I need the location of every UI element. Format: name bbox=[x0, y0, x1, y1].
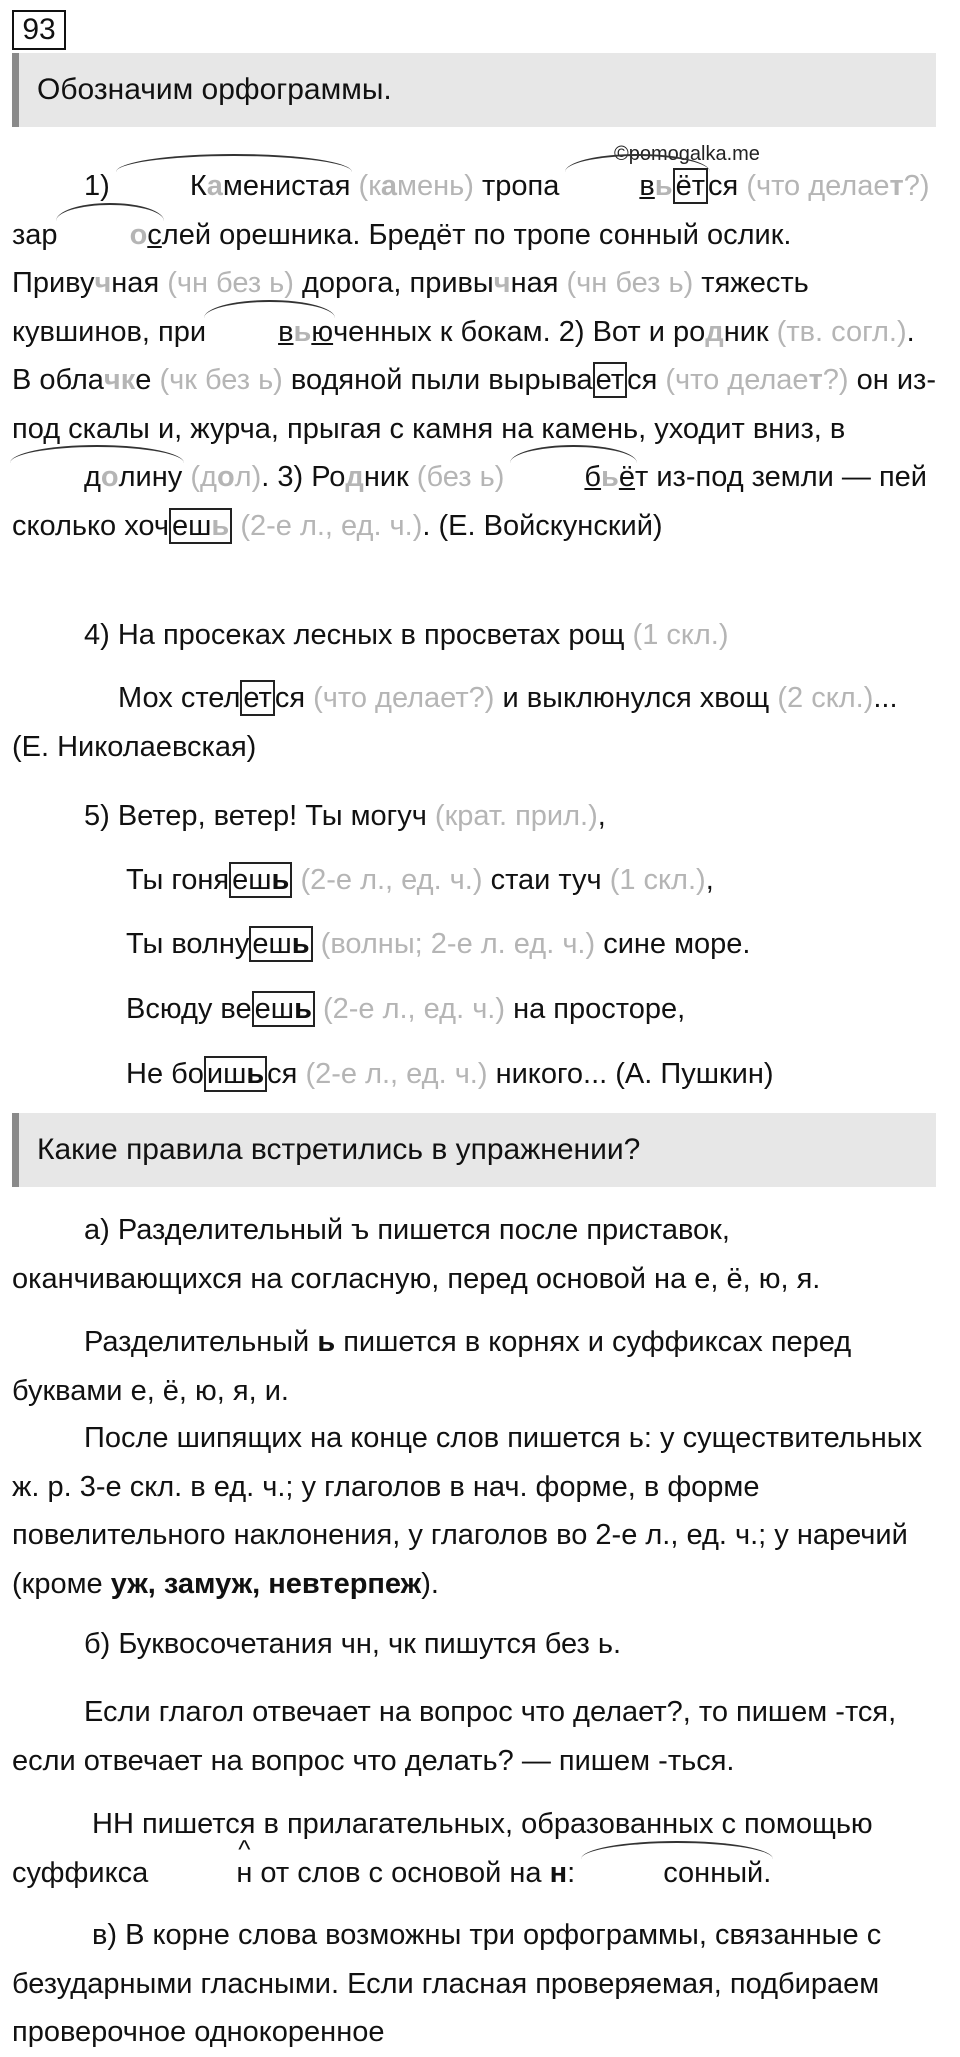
rule-a3-bold: уж, замуж, невтерпеж bbox=[110, 1567, 422, 1600]
poem-line-7b: сине море. bbox=[603, 928, 751, 960]
paragraph-text-1-3: 1) Каменистая (камень) тропа вь ёт ся (что делает?) зар ослей орешника. Бредёт по тропе сонный ослик. Привучная (чн без ь) дорога, привычная (чн без ь) тяжесть кувшинов, при вьюченных к бокам. 2) Вот и родник (тв. согл.). В облачке (чк без ь) водяной пыли вырыва ет ся (что делает?) он из-под скалы и, журча, прыгая с камня на камень, уходит вниз, в долину (дол). 3) Родник (без ь) бьёт из-под земли — пей сколько хоч ешь (2-е л., ед. ч.). (Е. Войскунский) bbox=[12, 162, 942, 550]
rule-b3: НН пишется в прилагательных, образованных с помощью суффикса ^ н от слов с основой на н: сонный. bbox=[12, 1800, 942, 1897]
poem-line-4b-c: и выклюнулся хвощ bbox=[502, 682, 770, 714]
poem-line-6b: стаи туч bbox=[490, 864, 602, 896]
rule-b2: Если глагол отвечает на вопрос что делает?, то пишем -тся, если отвечает на вопрос что делать? — пишем -ться. bbox=[12, 1696, 897, 1777]
rule-a2 bbox=[12, 1318, 942, 1415]
poem-line-7-text: Ты волну bbox=[126, 928, 250, 960]
rule-a1: а) Разделительный ъ пишется после приставок, оканчивающихся на согласную, перед основой на е, ё, ю, я. bbox=[12, 1214, 821, 1295]
watermark: ©pomogalka.me bbox=[614, 143, 760, 165]
hint-2l-a: (2-е л., ед. ч.) bbox=[300, 864, 483, 896]
poem-line-8: Всюду ве ешь (2-е л., ед. ч.) на просторе, bbox=[126, 993, 686, 1025]
poem-line-4-text: 4) На просеках лесных в просветах рощ bbox=[84, 619, 625, 651]
rule-v1: в) В корне слова возможны три орфограммы, связанные с безударными гласными. Если гласная проверяемая, подбираем проверочное однокоренное bbox=[12, 1919, 882, 2048]
rule-b3-pre: НН пишется в прилагательных, образованных с помощью суффикса bbox=[12, 1808, 873, 1889]
rule-a2-pre: Разделительный bbox=[84, 1326, 310, 1358]
rule-a3 bbox=[12, 1414, 942, 1608]
rule-a2-post: пишется в корнях и суффиксах перед буквами е, ё, ю, я, и. bbox=[12, 1326, 852, 1407]
hint-chto-delaet: (что делает?) bbox=[313, 682, 495, 714]
hint-1-skl-b: (1 скл.) bbox=[609, 864, 706, 896]
rule-a2-bold: ь bbox=[317, 1326, 336, 1358]
poem-line-4b-d: ... (Е. Николаевская) bbox=[12, 682, 898, 763]
poem-line-6: Ты гоня ешь (2-е л., ед. ч.) стаи туч (1 скл.), bbox=[126, 864, 714, 896]
hint-volny: (волны; 2-е л. ед. ч.) bbox=[320, 928, 596, 960]
rule-b3-example: сонный. bbox=[583, 1849, 771, 1898]
poem-line-4b: Мох стел ет ся (что делает?) и выклюнулся хвощ (2 скл.)... (Е. Николаевская) bbox=[12, 682, 898, 763]
poem-line-8-text: Всюду ве bbox=[126, 993, 252, 1025]
poem-line-6-text: Ты гоня bbox=[126, 864, 230, 896]
poem-line-9c: никого... (А. Пушкин) bbox=[495, 1058, 774, 1090]
poem-line-7: Ты волну ешь (волны; 2-е л. ед. ч.) сине море. bbox=[126, 928, 751, 960]
hint-1-skl: (1 скл.) bbox=[632, 619, 729, 651]
poem-line-8b: на просторе, bbox=[513, 993, 686, 1025]
section-heading-rules: Какие правила встретились в упражнении? bbox=[12, 1113, 936, 1187]
hint-2l-b: (2-е л., ед. ч.) bbox=[322, 993, 506, 1025]
rule-b3-suffix: ^ н bbox=[156, 1849, 252, 1898]
hint-2-skl: (2 скл.) bbox=[777, 682, 874, 714]
poem-line-9b: ся bbox=[267, 1058, 298, 1090]
rule-b3-mid: от слов с основой на bbox=[260, 1856, 542, 1889]
section-heading-orthograms: Обозначим орфограммы. bbox=[12, 53, 936, 127]
rule-a3-pre: После шипящих на конце слов пишется ь: у существительных ж. р. 3-е скл. в ед. ч.; у глаголов в нач. форме, в форме повелительного наклонения, у глаголов во 2-е л., ед. ч.; у наречий (кроме bbox=[12, 1422, 923, 1600]
rule-a3-post: ). bbox=[421, 1567, 439, 1600]
poem-line-5: 5) Ветер, ветер! Ты могуч (крат. прил.), bbox=[84, 800, 606, 832]
poem-line-9-text: Не бо bbox=[126, 1058, 204, 1090]
hint-krat-pril: (крат. прил.) bbox=[434, 800, 598, 832]
poem-line-4b-b: ся bbox=[274, 682, 306, 714]
poem-line-4b-a: Мох стел bbox=[118, 682, 241, 714]
rule-b3-bold: н bbox=[549, 1856, 568, 1889]
rule-b1: б) Буквосочетания чн, чк пишутся без ь. bbox=[84, 1628, 622, 1660]
poem-line-9: Не бо ишь ся (2-е л., ед. ч.) никого... (А. Пушкин) bbox=[126, 1058, 774, 1090]
poem-line-4 bbox=[84, 611, 729, 659]
hint-2l-c: (2-е л., ед. ч.) bbox=[305, 1058, 488, 1090]
exercise-number: 93 bbox=[12, 10, 66, 50]
poem-line-5-text: 5) Ветер, ветер! Ты могуч bbox=[84, 800, 427, 832]
